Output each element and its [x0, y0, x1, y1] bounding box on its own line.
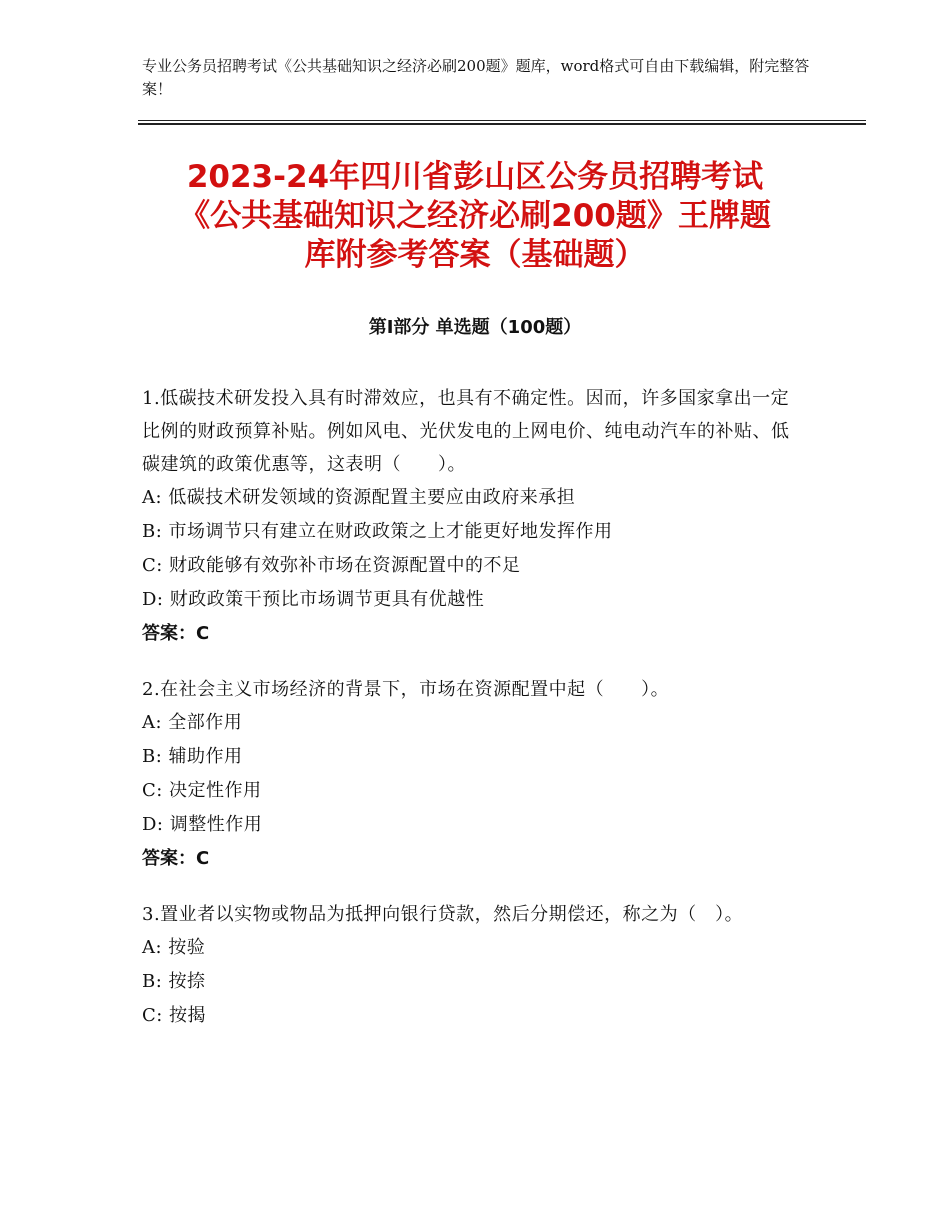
- option-a: A: 按验: [142, 937, 206, 958]
- answer: 答案：C: [142, 623, 210, 644]
- question-stem: 2.在社会主义市场经济的背景下，市场在资源配置中起（ ）。: [142, 679, 670, 700]
- option-b: B: 按捺: [142, 971, 206, 992]
- document-title-line-1: 2023-24年四川省彭山区公务员招聘考试: [186, 159, 764, 195]
- section-title: 第Ⅰ部分 单选题（100题）: [368, 317, 582, 338]
- option-d: D: 调整性作用: [142, 814, 263, 835]
- document-title-line-3: 库附参考答案（基础题）: [304, 237, 646, 273]
- header-divider-thick: [138, 123, 866, 125]
- option-c: C: 决定性作用: [142, 780, 262, 801]
- option-c: C: 按揭: [142, 1005, 207, 1026]
- document-title-line-2: 《公共基础知识之经济必刷200题》王牌题: [179, 198, 771, 234]
- option-b: B: 辅助作用: [142, 746, 243, 767]
- option-a: A: 低碳技术研发领域的资源配置主要应由政府来承担: [142, 487, 576, 508]
- answer: 答案：C: [142, 848, 210, 869]
- option-d: D: 财政政策干预比市场调节更具有优越性: [142, 589, 485, 610]
- question-stem: 1.低碳技术研发投入具有时滞效应，也具有不确定性。因而，许多国家拿出一定比例的财政预算补贴。例如风电、光伏发电的上网电价、纯电动汽车的补贴、低碳建筑的政策优惠等，这表明（ ）。: [142, 388, 790, 475]
- option-b: B: 市场调节只有建立在财政政策之上才能更好地发挥作用: [142, 521, 613, 542]
- document-title: [120, 158, 830, 275]
- question-1: [142, 382, 807, 651]
- header-note: 专业公务员招聘考试《公共基础知识之经济必刷200题》题库，word格式可自由下载编辑，附完整答案！: [142, 57, 810, 98]
- question-stem: 3.置业者以实物或物品为抵押向银行贷款，然后分期偿还，称之为（ ）。: [142, 904, 744, 925]
- question-3: [142, 898, 807, 1033]
- question-list: [142, 382, 807, 1055]
- option-c: C: 财政能够有效弥补市场在资源配置中的不足: [142, 555, 521, 576]
- question-2: [142, 673, 807, 876]
- header-divider: [138, 120, 866, 125]
- option-a: A: 全部作用: [142, 712, 243, 733]
- header-divider-thin: [138, 120, 866, 121]
